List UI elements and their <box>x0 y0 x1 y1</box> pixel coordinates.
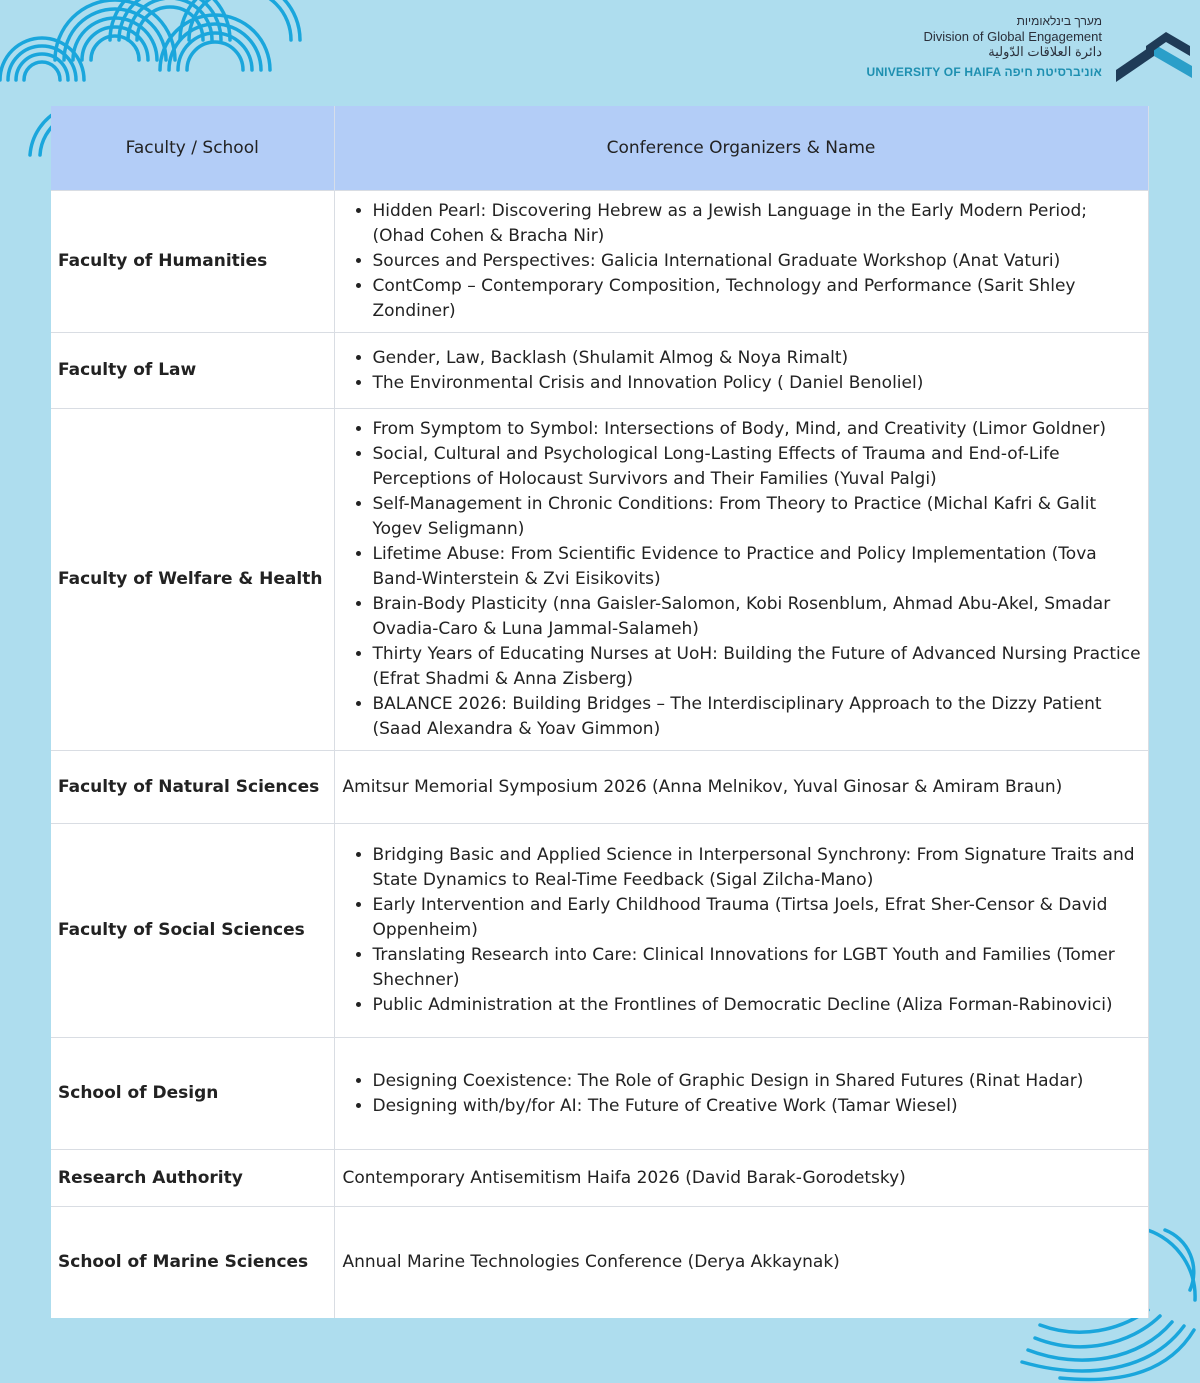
conference-cell <box>334 409 1148 751</box>
list-item: • Translating Research into Care: Clinical Innovations for LGBT Youth and Families (Tomer Shechner) <box>373 943 1142 993</box>
logo-english-division: Division of Global Engagement <box>923 29 1102 44</box>
conference-list <box>343 843 1142 1018</box>
conference-cell <box>334 824 1148 1038</box>
faculty-cell: Faculty of Humanities <box>51 191 334 333</box>
university-logo <box>800 12 1200 92</box>
list-item: • Early Intervention and Early Childhood Trauma (Tirtsa Joels, Efrat Sher-Censor & David Oppenheim) <box>373 893 1142 943</box>
list-item: • Bridging Basic and Applied Science in Interpersonal Synchrony: From Signature Traits and State Dynamics to Real-Time Feedback (Sigal Zilcha-Mano) <box>373 843 1142 893</box>
conference-text: Annual Marine Technologies Conference (Derya Akkaynak) <box>334 1207 1148 1318</box>
table-row <box>51 1150 1148 1207</box>
conference-list <box>343 346 1142 396</box>
list-item: • Social, Cultural and Psychological Long-Lasting Effects of Trauma and End-of-Life Perceptions of Holocaust Survivors and Their Families (Yuval Palgi) <box>373 442 1142 492</box>
conference-cell <box>334 191 1148 333</box>
faculty-cell: Faculty of Law <box>51 333 334 409</box>
table-row <box>51 824 1148 1038</box>
logo-university-name: UNIVERSITY OF HAIFA אוניברסיטת חיפה <box>866 65 1102 79</box>
faculty-cell: School of Marine Sciences <box>51 1207 334 1318</box>
conference-list <box>343 1069 1142 1119</box>
table-header-row <box>51 106 1148 191</box>
list-item: • Public Administration at the Frontlines of Democratic Decline (Aliza Forman-Rabinovici) <box>373 993 1142 1018</box>
list-item: • Designing Coexistence: The Role of Graphic Design in Shared Futures (Rinat Hadar) <box>373 1069 1142 1094</box>
conferences-table <box>51 106 1149 1318</box>
list-item: • Hidden Pearl: Discovering Hebrew as a Jewish Language in the Early Modern Period; (Ohad Cohen & Bracha Nir) <box>373 199 1142 249</box>
list-item: • ContComp – Contemporary Composition, Technology and Performance (Sarit Shley Zondiner) <box>373 274 1142 324</box>
faculty-cell: Faculty of Natural Sciences <box>51 751 334 824</box>
conference-cell <box>334 1038 1148 1150</box>
list-item: • Thirty Years of Educating Nurses at UoH: Building the Future of Advanced Nursing Practice (Efrat Shadmi & Anna Zisberg) <box>373 642 1142 692</box>
logo-hebrew-division: מערך בינלאומיות <box>1016 14 1102 28</box>
list-item: • Brain-Body Plasticity (nna Gaisler-Salomon, Kobi Rosenblum, Ahmad Abu-Akel, Smadar Ovadia-Caro & Luna Jammal-Salameh) <box>373 592 1142 642</box>
list-item: • BALANCE 2026: Building Bridges – The Interdisciplinary Approach to the Dizzy Patient (Saad Alexandra & Yoav Gimmon) <box>373 692 1142 742</box>
table-row <box>51 409 1148 751</box>
faculty-cell: Research Authority <box>51 1150 334 1207</box>
list-item: • Self-Management in Chronic Conditions: From Theory to Practice (Michal Kafri & Galit Yogev Seligmann) <box>373 492 1142 542</box>
table-row <box>51 751 1148 824</box>
list-item: • From Symptom to Symbol: Intersections of Body, Mind, and Creativity (Limor Goldner) <box>373 417 1142 442</box>
list-item: • Lifetime Abuse: From Scientific Evidence to Practice and Policy Implementation (Tova Band-Winterstein & Zvi Eisikovits) <box>373 542 1142 592</box>
list-item: • Gender, Law, Backlash (Shulamit Almog & Noya Rimalt) <box>373 346 1142 371</box>
table-row <box>51 333 1148 409</box>
list-item: • Sources and Perspectives: Galicia International Graduate Workshop (Anat Vaturi) <box>373 249 1142 274</box>
conference-cell <box>334 333 1148 409</box>
faculty-cell: Faculty of Social Sciences <box>51 824 334 1038</box>
conference-list <box>343 199 1142 324</box>
list-item: • The Environmental Crisis and Innovation Policy ( Daniel Benoliel) <box>373 371 1142 396</box>
conference-text: Amitsur Memorial Symposium 2026 (Anna Melnikov, Yuval Ginosar & Amiram Braun) <box>334 751 1148 824</box>
list-item: • Designing with/by/for AI: The Future of Creative Work (Tamar Wiesel) <box>373 1094 1142 1119</box>
logo-arabic-division: دائرة العلاقات الدّولية <box>988 44 1102 59</box>
table-row <box>51 1207 1148 1318</box>
conference-text: Contemporary Antisemitism Haifa 2026 (David Barak-Gorodetsky) <box>334 1150 1148 1207</box>
faculty-cell: Faculty of Welfare & Health <box>51 409 334 751</box>
table-row <box>51 1038 1148 1150</box>
faculty-cell: School of Design <box>51 1038 334 1150</box>
table-row <box>51 191 1148 333</box>
column-header-conferences: Conference Organizers & Name <box>334 106 1148 191</box>
university-mark-icon <box>1106 26 1196 84</box>
column-header-faculty: Faculty / School <box>51 106 334 191</box>
conference-list <box>343 417 1142 742</box>
